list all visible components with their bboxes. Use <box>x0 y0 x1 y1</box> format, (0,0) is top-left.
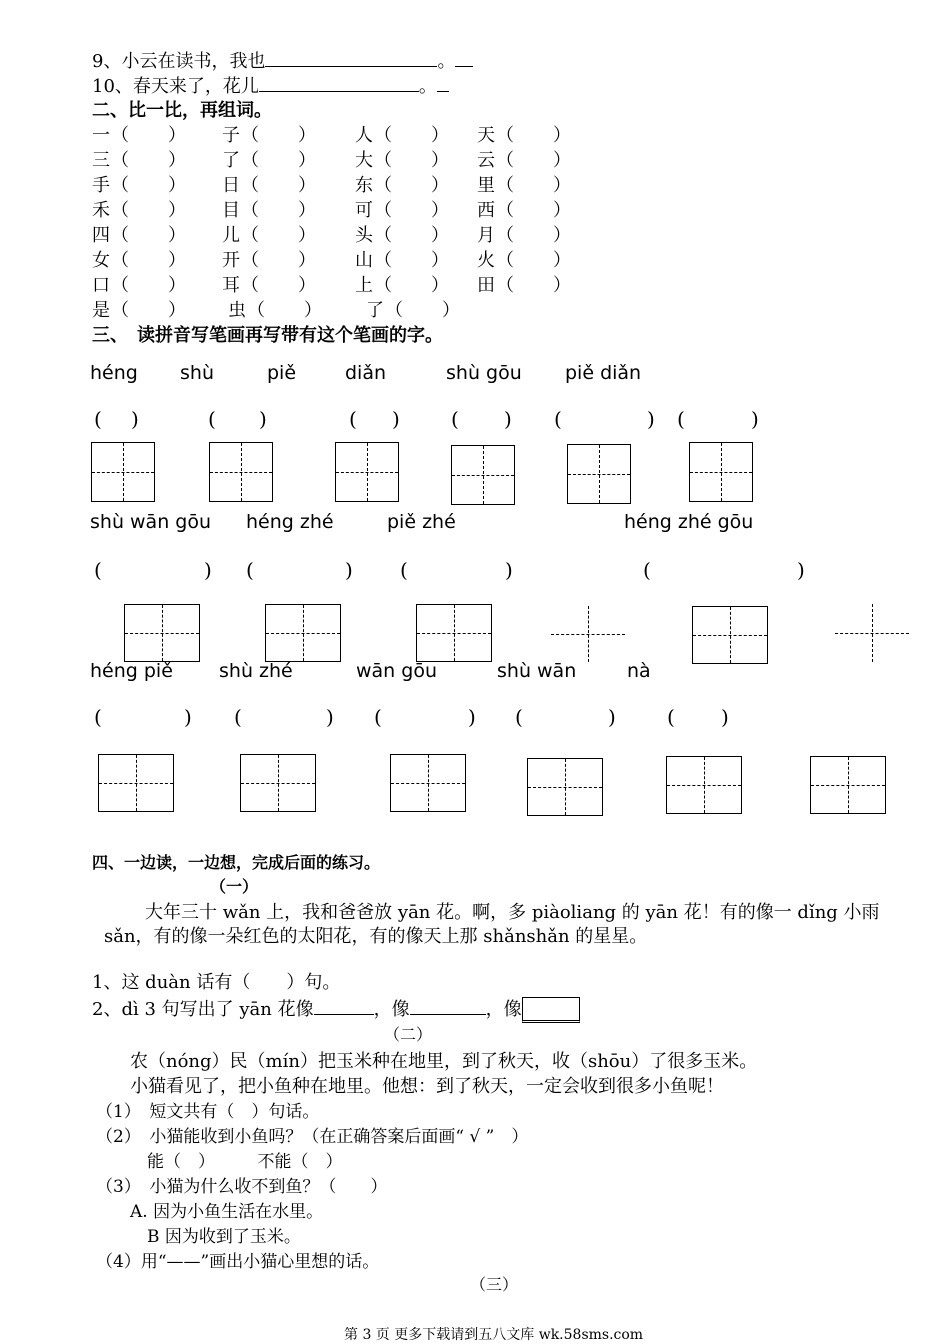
passage-2-question: （2） 小猫能收到小鱼吗？（在正确答案后面画“ √ ” ） <box>96 1127 529 1147</box>
answer-paren-open[interactable]: ( <box>667 705 675 729</box>
grid-dash-vertical <box>721 443 722 501</box>
answer-paren-close: ) <box>468 705 476 729</box>
compare-cell[interactable]: 子（ ） <box>222 125 317 146</box>
compare-cell[interactable]: 大（ ） <box>355 150 450 171</box>
grid-dash-vertical <box>241 443 242 501</box>
pinyin-label: héng <box>90 362 138 384</box>
compare-cell[interactable]: 云（ ） <box>477 150 572 171</box>
writing-grid-cross[interactable] <box>551 606 625 662</box>
grid-dash-vertical <box>872 604 873 662</box>
answer-paren-open[interactable]: ( <box>246 558 254 582</box>
answer-paren-close: ) <box>721 705 729 729</box>
compare-cell[interactable]: 月（ ） <box>477 225 572 246</box>
passage-2-line-1: 农（nóng）民（mín）把玉米种在地里，到了秋天，收（shōu）了很多玉米。 <box>130 1051 758 1072</box>
pinyin-label: wān gōu <box>356 660 437 682</box>
passage-1-question-2 <box>92 997 580 1023</box>
grid-dash-vertical <box>483 446 484 504</box>
writing-grid-box[interactable] <box>209 442 273 502</box>
answer-paren-open[interactable]: ( <box>515 705 523 729</box>
answer-paren-open[interactable]: ( <box>554 407 562 431</box>
answer-paren-open[interactable]: ( <box>234 705 242 729</box>
answer-paren-close: ) <box>751 407 759 431</box>
answer-blank[interactable] <box>410 998 486 1015</box>
grid-dash-vertical <box>704 757 705 813</box>
q2-part-a: 2、dì 3 句写出了 yān 花像 <box>92 999 314 1020</box>
compare-cell[interactable]: 耳（ ） <box>222 275 317 296</box>
pinyin-label: shù zhé <box>219 660 293 682</box>
pinyin-label: héng zhé gōu <box>624 511 754 533</box>
part-2-label: （二） <box>384 1025 433 1044</box>
question-10-text: 10、春天来了，花儿 <box>92 76 259 97</box>
answer-paren-open[interactable]: ( <box>643 558 651 582</box>
passage-2-question: 能（ ） 不能（ ） <box>96 1152 343 1172</box>
answer-paren-open[interactable]: ( <box>349 407 357 431</box>
answer-paren-close: ) <box>345 558 353 582</box>
answer-paren-open[interactable]: ( <box>677 407 685 431</box>
answer-paren-open[interactable]: ( <box>94 705 102 729</box>
pinyin-label: shù gōu <box>446 362 522 384</box>
writing-grid-box[interactable] <box>416 604 492 662</box>
pinyin-label: shù wān <box>497 660 577 682</box>
answer-paren-open[interactable]: ( <box>94 407 102 431</box>
compare-cell[interactable]: 日（ ） <box>222 175 317 196</box>
writing-grid-box[interactable] <box>692 606 768 664</box>
compare-cell[interactable]: 四（ ） <box>92 225 187 246</box>
grid-dash-vertical <box>278 755 279 811</box>
grid-dash-vertical <box>588 606 589 662</box>
answer-paren-close: ) <box>505 558 513 582</box>
grid-dash-vertical <box>367 443 368 501</box>
answer-paren-close: ) <box>184 705 192 729</box>
writing-grid-box[interactable] <box>240 754 316 812</box>
compare-cell[interactable]: 了（ ） <box>222 150 317 171</box>
writing-grid-box[interactable] <box>265 604 341 662</box>
compare-cell[interactable]: 三（ ） <box>92 150 187 171</box>
writing-grid-box[interactable] <box>451 445 515 505</box>
passage-1-line-1: 大年三十 wǎn 上，我和爸爸放 yān 花。啊，多 piàoliang 的 yān 花！有的像一 dǐng 小雨 <box>145 902 880 923</box>
passage-2-question: （3） 小猫为什么收不到鱼？（ ） <box>96 1177 388 1197</box>
answer-paren-close: ) <box>131 407 139 431</box>
page-footer: 第 3 页 更多下载请到五八文库 wk.58sms.com <box>344 1327 644 1343</box>
compare-cell[interactable]: 虫（ ） <box>228 300 323 321</box>
compare-cell[interactable]: 女（ ） <box>92 250 187 271</box>
passage-2-question: （1） 短文共有（ ）句话。 <box>96 1102 320 1122</box>
passage-2-question: A. 因为小鱼生活在水里。 <box>96 1202 324 1222</box>
answer-paren-close: ) <box>647 407 655 431</box>
answer-box[interactable] <box>522 997 580 1023</box>
compare-cell[interactable]: 里（ ） <box>477 175 572 196</box>
answer-paren-close: ) <box>392 407 400 431</box>
compare-cell[interactable]: 可（ ） <box>355 200 450 221</box>
pinyin-label: shù wān gōu <box>90 511 212 533</box>
compare-cell[interactable]: 田（ ） <box>477 275 572 296</box>
question-9-text: 9、小云在读书，我也 <box>92 51 266 72</box>
answer-blank[interactable] <box>265 50 437 67</box>
section-3-title: 三、 读拼音写笔画再写带有这个笔画的字。 <box>92 325 443 346</box>
answer-blank[interactable] <box>314 998 374 1015</box>
compare-cell[interactable]: 手（ ） <box>92 175 187 196</box>
section-4-title: 四、一边读，一边想，完成后面的练习。 <box>92 853 381 872</box>
compare-cell[interactable]: 了（ ） <box>366 300 461 321</box>
passage-1-line-2: sǎn，有的像一朵红色的太阳花，有的像天上那 shǎnshǎn 的星星。 <box>104 926 648 947</box>
question-10-end: 。 <box>418 76 437 97</box>
answer-paren-close: ) <box>608 705 616 729</box>
writing-grid-box[interactable] <box>91 442 155 502</box>
writing-grid-box[interactable] <box>666 756 742 814</box>
part-3-label: （三） <box>470 1275 519 1294</box>
writing-grid-box[interactable] <box>810 756 886 814</box>
passage-2-line-2: 小猫看见了，把小鱼种在地里。他想：到了秋天，一定会收到很多小鱼呢！ <box>130 1076 724 1097</box>
compare-cell[interactable]: 口（ ） <box>92 275 187 296</box>
grid-dash-vertical <box>730 607 731 663</box>
compare-cell[interactable]: 上（ ） <box>355 275 450 296</box>
writing-grid-cross[interactable] <box>835 604 909 662</box>
answer-paren-open[interactable]: ( <box>374 705 382 729</box>
pinyin-label: nà <box>627 660 651 682</box>
compare-cell[interactable]: 开（ ） <box>222 250 317 271</box>
question-10 <box>92 75 449 98</box>
compare-cell[interactable]: 头（ ） <box>355 225 450 246</box>
compare-cell[interactable]: 天（ ） <box>477 125 572 146</box>
grid-dash-vertical <box>565 759 566 815</box>
compare-cell[interactable]: 人（ ） <box>355 125 450 146</box>
writing-grid-box[interactable] <box>567 444 631 504</box>
writing-grid-box[interactable] <box>335 442 399 502</box>
section-2-title: 二、比一比，再组词。 <box>92 100 272 121</box>
grid-dash-vertical <box>136 755 137 811</box>
compare-cell[interactable]: 山（ ） <box>355 250 450 271</box>
grid-dash-vertical <box>123 443 124 501</box>
pinyin-label: diǎn <box>345 362 387 384</box>
pinyin-label: héng zhé <box>246 511 334 533</box>
grid-dash-vertical <box>162 605 163 661</box>
compare-cell[interactable]: 禾（ ） <box>92 200 187 221</box>
passage-1-question-1: 1、这 duàn 话有（ ）句。 <box>92 972 341 993</box>
answer-paren-open[interactable]: ( <box>94 558 102 582</box>
writing-grid-box[interactable] <box>98 754 174 812</box>
answer-paren-close: ) <box>326 705 334 729</box>
compare-cell[interactable]: 一（ ） <box>92 125 187 146</box>
passage-2-question: B 因为收到了玉米。 <box>96 1227 301 1247</box>
answer-paren-close: ) <box>504 407 512 431</box>
compare-cell[interactable]: 儿（ ） <box>222 225 317 246</box>
passage-2-question: （4）用“——”画出小猫心里想的话。 <box>96 1252 380 1272</box>
grid-dash-vertical <box>454 605 455 661</box>
pinyin-label: piě zhé <box>387 511 456 533</box>
answer-blank-tail <box>437 75 449 92</box>
answer-paren-open[interactable]: ( <box>451 407 459 431</box>
answer-paren-close: ) <box>797 558 805 582</box>
answer-blank-tail <box>455 50 473 67</box>
answer-paren-open[interactable]: ( <box>400 558 408 582</box>
pinyin-label: héng piě <box>90 660 173 682</box>
grid-dash-vertical <box>428 755 429 811</box>
question-9 <box>92 50 473 73</box>
writing-grid-box[interactable] <box>527 758 603 816</box>
q2-part-b: ，像 <box>373 999 410 1020</box>
writing-grid-box[interactable] <box>390 754 466 812</box>
answer-blank[interactable] <box>259 75 419 92</box>
compare-cell[interactable]: 是（ ） <box>92 300 187 321</box>
pinyin-label: piě <box>267 362 297 384</box>
answer-paren-close: ) <box>259 407 267 431</box>
compare-cell[interactable]: 东（ ） <box>355 175 450 196</box>
writing-grid-box[interactable] <box>689 442 753 502</box>
pinyin-label: piě diǎn <box>565 362 642 384</box>
pinyin-label: shù <box>180 362 214 384</box>
grid-dash-vertical <box>303 605 304 661</box>
compare-cell[interactable]: 西（ ） <box>477 200 572 221</box>
answer-paren-open[interactable]: ( <box>208 407 216 431</box>
compare-cell[interactable]: 火（ ） <box>477 250 572 271</box>
grid-dash-vertical <box>599 445 600 503</box>
answer-paren-close: ) <box>204 558 212 582</box>
part-1-label: （一） <box>210 877 259 896</box>
grid-dash-vertical <box>848 757 849 813</box>
writing-grid-box[interactable] <box>124 604 200 662</box>
question-9-end: 。 <box>437 51 456 72</box>
q2-part-c: ，像 <box>485 999 522 1020</box>
compare-cell[interactable]: 目（ ） <box>222 200 317 221</box>
